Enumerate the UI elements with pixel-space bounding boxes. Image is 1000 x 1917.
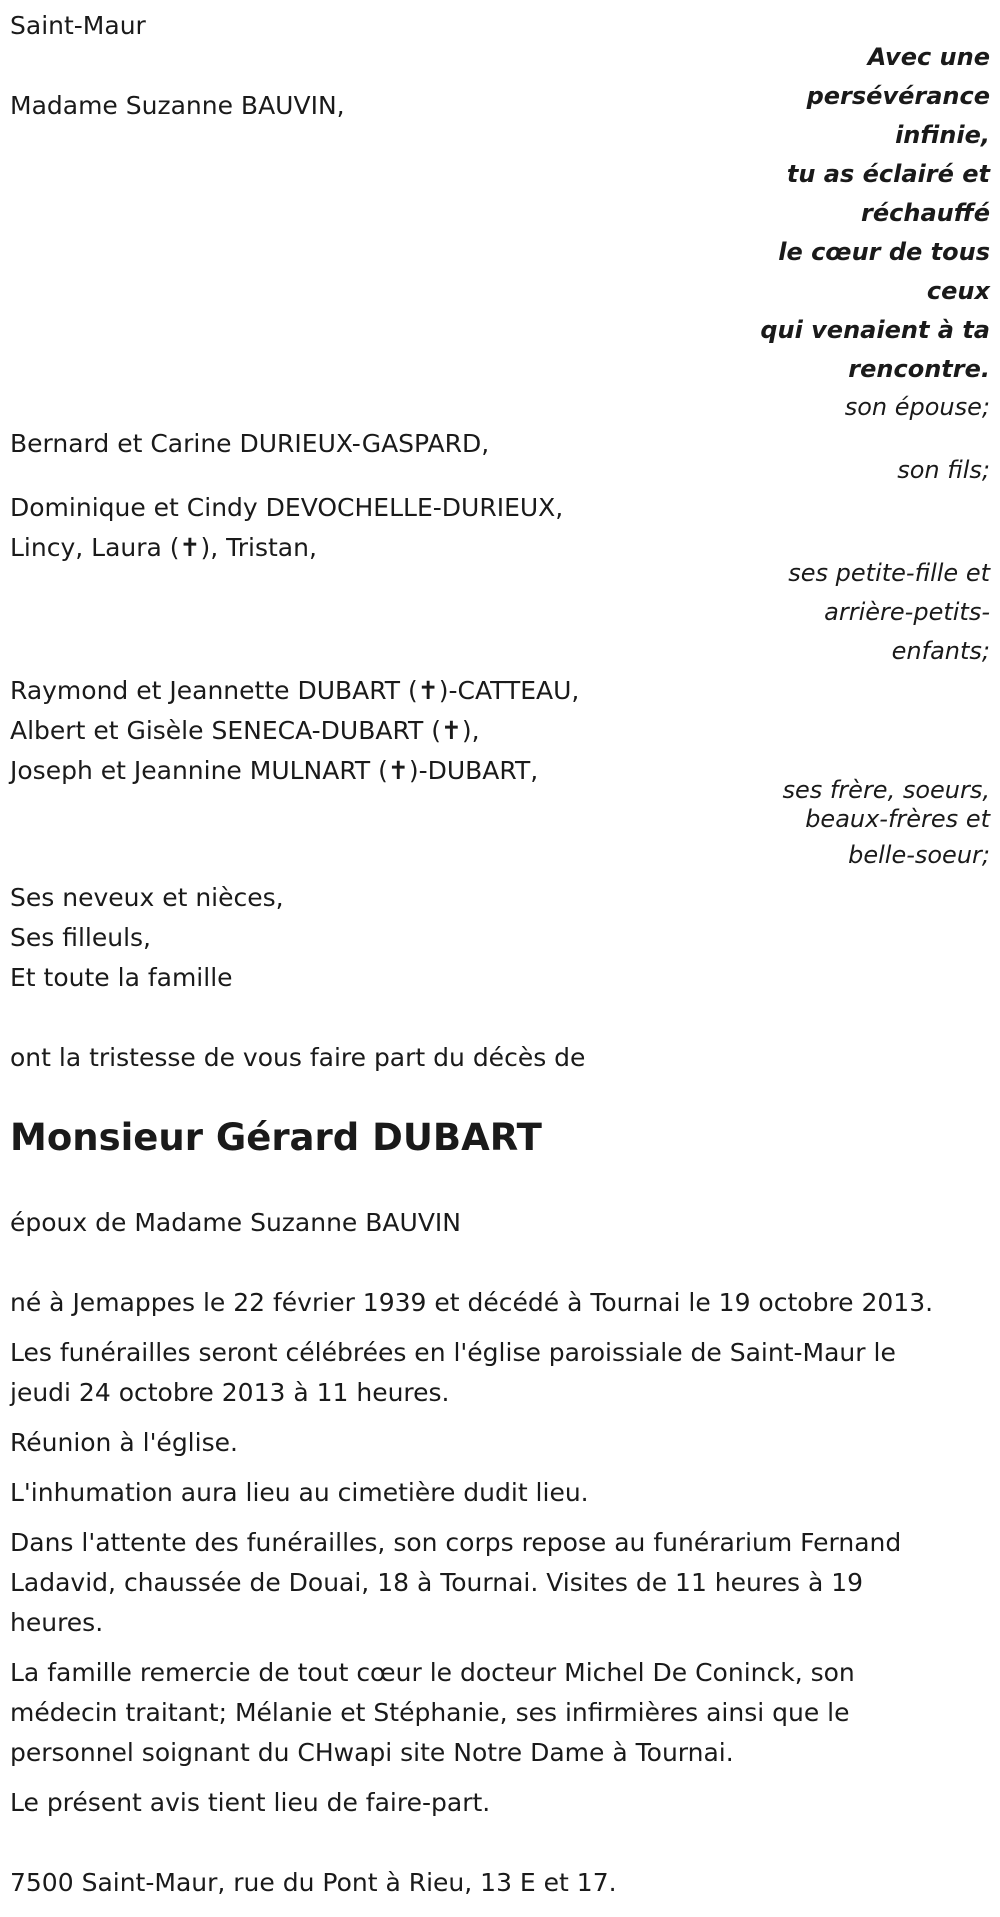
meeting-paragraph: Réunion à l'église. xyxy=(10,1428,238,1457)
siblings-line-3: Joseph et Jeannine MULNART (✝)-DUBART, xyxy=(10,756,539,785)
poem-line: réchauffé xyxy=(861,199,990,227)
deceased-name: Monsieur Gérard DUBART xyxy=(10,1116,542,1159)
siblings-line-1: Raymond et Jeannette DUBART (✝)-CATTEAU, xyxy=(10,676,580,705)
location-header: Saint-Maur xyxy=(10,11,146,40)
spouse-name: Madame Suzanne BAUVIN, xyxy=(10,91,345,120)
address: 7500 Saint-Maur, rue du Pont à Rieu, 13 E et 17. xyxy=(10,1868,617,1897)
son-name: Bernard et Carine DURIEUX-GASPARD, xyxy=(10,429,490,458)
poem-line: qui venaient à ta xyxy=(760,316,990,344)
spouse-of: époux de Madame Suzanne BAUVIN xyxy=(10,1208,461,1237)
poem-line: Avec une xyxy=(867,43,990,71)
wake-paragraph xyxy=(10,1523,980,1643)
wake-line: Dans l'attente des funérailles, son corps repose au funérarium Fernand xyxy=(10,1528,902,1557)
announcement-intro: ont la tristesse de vous faire part du décès de xyxy=(10,1043,586,1072)
grandchildren-role-line: ses petite-fille et xyxy=(788,559,990,587)
notice-paragraph: Le présent avis tient lieu de faire-part. xyxy=(10,1788,491,1817)
siblings-role-line: ses frère, soeurs, xyxy=(782,776,990,804)
burial-paragraph: L'inhumation aura lieu au cimetière dudit lieu. xyxy=(10,1478,589,1507)
funeral-line: Les funérailles seront célébrées en l'église paroissiale de Saint-Maur le xyxy=(10,1338,896,1367)
siblings-role-line: beaux-frères et xyxy=(805,805,990,833)
poem-line: le cœur de tous xyxy=(778,238,990,266)
godchildren: Ses filleuls, xyxy=(10,923,152,952)
grandchildren-role xyxy=(690,554,990,671)
obituary-page xyxy=(10,0,990,1917)
grandchildren-line-2: Lincy, Laura (✝), Tristan, xyxy=(10,533,317,562)
spouse-role: son épouse; xyxy=(844,393,990,421)
nephews-nieces: Ses neveux et nièces, xyxy=(10,883,284,912)
poem-line: persévérance xyxy=(806,82,990,110)
funeral-paragraph xyxy=(10,1333,980,1413)
grandchildren-role-line: arrière-petits- xyxy=(824,598,990,626)
funeral-line: jeudi 24 octobre 2013 à 11 heures. xyxy=(10,1378,450,1407)
thanks-line: médecin traitant; Mélanie et Stéphanie, ses infirmières ainsi que le xyxy=(10,1698,850,1727)
thanks-line: La famille remercie de tout cœur le docteur Michel De Coninck, son xyxy=(10,1658,855,1687)
poem-block xyxy=(730,38,990,389)
son-role: son fils; xyxy=(897,456,990,484)
siblings-line-2: Albert et Gisèle SENECA-DUBART (✝), xyxy=(10,716,480,745)
grandchildren-line-1: Dominique et Cindy DEVOCHELLE-DURIEUX, xyxy=(10,493,564,522)
wake-line: heures. xyxy=(10,1608,104,1637)
whole-family: Et toute la famille xyxy=(10,963,233,992)
siblings-role xyxy=(690,778,990,875)
thanks-line: personnel soignant du CHwapi site Notre Dame à Tournai. xyxy=(10,1738,734,1767)
thanks-paragraph xyxy=(10,1653,980,1773)
grandchildren-role-line: enfants; xyxy=(891,637,990,665)
poem-line: ceux xyxy=(926,277,990,305)
siblings-role-line: belle-soeur; xyxy=(848,841,990,869)
poem-line: tu as éclairé et xyxy=(786,160,990,188)
birth-death: né à Jemappes le 22 février 1939 et décédé à Tournai le 19 octobre 2013. xyxy=(10,1288,934,1317)
poem-line: rencontre. xyxy=(848,355,990,383)
wake-line: Ladavid, chaussée de Douai, 18 à Tournai. Visites de 11 heures à 19 xyxy=(10,1568,864,1597)
poem-line: infinie, xyxy=(895,121,990,149)
